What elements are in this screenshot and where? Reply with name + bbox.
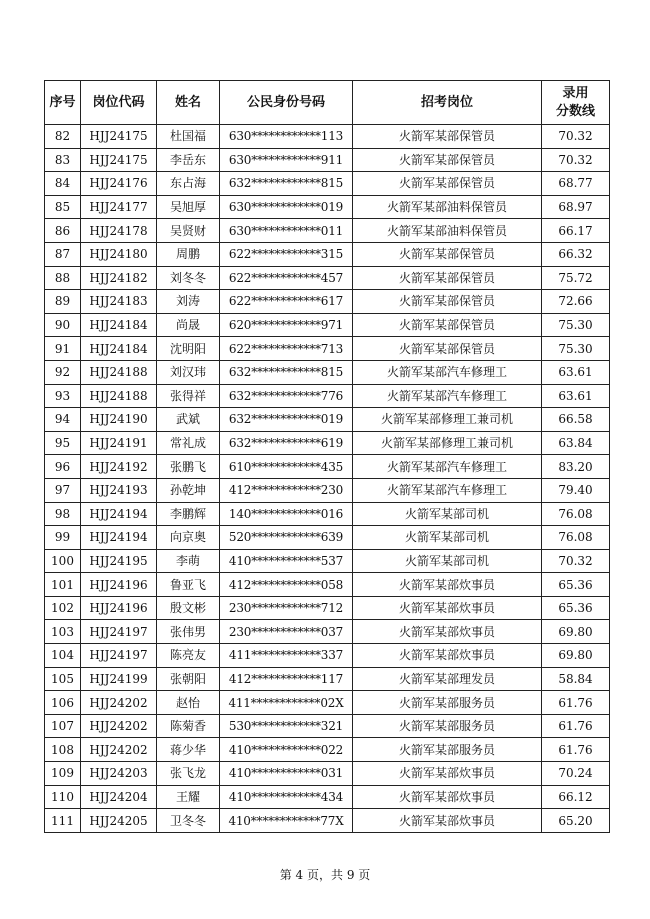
table-row xyxy=(45,714,610,738)
cell-id-number: 230************712 xyxy=(220,596,353,620)
table-row xyxy=(45,620,610,644)
cell-seq: 91 xyxy=(45,337,81,361)
cell-seq: 89 xyxy=(45,290,81,314)
cell-name: 沈明阳 xyxy=(157,337,220,361)
cell-post-code: HJJ24182 xyxy=(81,266,157,290)
cell-id-number: 610************435 xyxy=(220,455,353,479)
cell-id-number: 622************457 xyxy=(220,266,353,290)
cell-seq: 107 xyxy=(45,714,81,738)
cell-id-number: 410************022 xyxy=(220,738,353,762)
cell-post: 火箭军某部汽车修理工 xyxy=(353,478,542,502)
cell-post: 火箭军某部服务员 xyxy=(353,714,542,738)
cell-score: 76.08 xyxy=(542,526,610,550)
cell-score: 69.80 xyxy=(542,620,610,644)
cell-post-code: HJJ24178 xyxy=(81,219,157,243)
cell-seq: 99 xyxy=(45,526,81,550)
cell-id-number: 630************019 xyxy=(220,195,353,219)
cell-score: 75.72 xyxy=(542,266,610,290)
cell-id-number: 632************776 xyxy=(220,384,353,408)
cell-post-code: HJJ24192 xyxy=(81,455,157,479)
cell-name: 李萌 xyxy=(157,549,220,573)
cell-seq: 111 xyxy=(45,809,81,833)
cell-seq: 94 xyxy=(45,408,81,432)
cell-name: 周鹏 xyxy=(157,242,220,266)
cell-id-number: 630************911 xyxy=(220,148,353,172)
cell-id-number: 520************639 xyxy=(220,526,353,550)
cell-id-number: 410************77X xyxy=(220,809,353,833)
header-score xyxy=(542,81,610,125)
cell-name: 武斌 xyxy=(157,408,220,432)
cell-post-code: HJJ24195 xyxy=(81,549,157,573)
cell-post-code: HJJ24202 xyxy=(81,738,157,762)
cell-name: 刘冬冬 xyxy=(157,266,220,290)
cell-id-number: 140************016 xyxy=(220,502,353,526)
cell-post-code: HJJ24188 xyxy=(81,360,157,384)
table-row xyxy=(45,762,610,786)
cell-post-code: HJJ24194 xyxy=(81,502,157,526)
cell-name: 吴贤财 xyxy=(157,219,220,243)
cell-name: 孙乾坤 xyxy=(157,478,220,502)
cell-name: 杜国福 xyxy=(157,125,220,149)
table-row xyxy=(45,526,610,550)
cell-id-number: 630************113 xyxy=(220,125,353,149)
cell-score: 76.08 xyxy=(542,502,610,526)
cell-post: 火箭军某部保管员 xyxy=(353,242,542,266)
cell-seq: 102 xyxy=(45,596,81,620)
cell-score: 69.80 xyxy=(542,644,610,668)
cell-seq: 98 xyxy=(45,502,81,526)
cell-post: 火箭军某部保管员 xyxy=(353,337,542,361)
cell-seq: 97 xyxy=(45,478,81,502)
cell-post-code: HJJ24205 xyxy=(81,809,157,833)
cell-seq: 86 xyxy=(45,219,81,243)
cell-name: 陈菊香 xyxy=(157,714,220,738)
cell-score: 63.61 xyxy=(542,384,610,408)
table-row xyxy=(45,408,610,432)
cell-name: 张得祥 xyxy=(157,384,220,408)
score-table xyxy=(44,80,610,833)
cell-post: 火箭军某部理发员 xyxy=(353,667,542,691)
cell-score: 70.24 xyxy=(542,762,610,786)
header-score-line1: 录用 xyxy=(562,85,589,101)
cell-post: 火箭军某部司机 xyxy=(353,502,542,526)
cell-name: 张鹏飞 xyxy=(157,455,220,479)
cell-id-number: 412************058 xyxy=(220,573,353,597)
cell-name: 刘涛 xyxy=(157,290,220,314)
cell-id-number: 622************713 xyxy=(220,337,353,361)
cell-score: 75.30 xyxy=(542,337,610,361)
cell-post: 火箭军某部修理工兼司机 xyxy=(353,408,542,432)
cell-seq: 85 xyxy=(45,195,81,219)
cell-id-number: 530************321 xyxy=(220,714,353,738)
cell-id-number: 632************815 xyxy=(220,360,353,384)
cell-post: 火箭军某部保管员 xyxy=(353,290,542,314)
table-row xyxy=(45,125,610,149)
cell-name: 张飞龙 xyxy=(157,762,220,786)
table-row xyxy=(45,502,610,526)
cell-post-code: HJJ24191 xyxy=(81,431,157,455)
cell-name: 卫冬冬 xyxy=(157,809,220,833)
cell-post-code: HJJ24183 xyxy=(81,290,157,314)
cell-post-code: HJJ24199 xyxy=(81,667,157,691)
cell-name: 陈亮友 xyxy=(157,644,220,668)
header-score-line2: 分数线 xyxy=(555,103,595,119)
cell-post: 火箭军某部炊事员 xyxy=(353,762,542,786)
cell-name: 李鹏辉 xyxy=(157,502,220,526)
table-row xyxy=(45,337,610,361)
table-row xyxy=(45,549,610,573)
cell-post: 火箭军某部炊事员 xyxy=(353,785,542,809)
cell-score: 75.30 xyxy=(542,313,610,337)
cell-name: 常礼成 xyxy=(157,431,220,455)
cell-post: 火箭军某部保管员 xyxy=(353,266,542,290)
cell-post: 火箭军某部炊事员 xyxy=(353,596,542,620)
cell-id-number: 411************02X xyxy=(220,691,353,715)
table-row xyxy=(45,478,610,502)
cell-post: 火箭军某部司机 xyxy=(353,526,542,550)
cell-seq: 88 xyxy=(45,266,81,290)
table-row xyxy=(45,384,610,408)
cell-seq: 87 xyxy=(45,242,81,266)
cell-id-number: 230************037 xyxy=(220,620,353,644)
cell-post: 火箭军某部油料保管员 xyxy=(353,195,542,219)
table-header xyxy=(45,81,610,125)
cell-post-code: HJJ24202 xyxy=(81,714,157,738)
header-post: 招考岗位 xyxy=(353,81,542,125)
cell-post-code: HJJ24177 xyxy=(81,195,157,219)
table-row xyxy=(45,573,610,597)
cell-score: 65.36 xyxy=(542,573,610,597)
header-post-code: 岗位代码 xyxy=(81,81,157,125)
cell-post-code: HJJ24196 xyxy=(81,596,157,620)
cell-score: 61.76 xyxy=(542,691,610,715)
cell-seq: 96 xyxy=(45,455,81,479)
cell-score: 66.12 xyxy=(542,785,610,809)
cell-post-code: HJJ24190 xyxy=(81,408,157,432)
cell-post: 火箭军某部油料保管员 xyxy=(353,219,542,243)
cell-score: 63.84 xyxy=(542,431,610,455)
cell-post-code: HJJ24203 xyxy=(81,762,157,786)
cell-id-number: 410************537 xyxy=(220,549,353,573)
table-row xyxy=(45,242,610,266)
cell-post-code: HJJ24175 xyxy=(81,148,157,172)
cell-post: 火箭军某部服务员 xyxy=(353,738,542,762)
cell-seq: 84 xyxy=(45,172,81,196)
cell-post-code: HJJ24204 xyxy=(81,785,157,809)
cell-seq: 108 xyxy=(45,738,81,762)
cell-post: 火箭军某部服务员 xyxy=(353,691,542,715)
cell-seq: 101 xyxy=(45,573,81,597)
table-row xyxy=(45,596,610,620)
cell-id-number: 630************011 xyxy=(220,219,353,243)
cell-post-code: HJJ24194 xyxy=(81,526,157,550)
cell-name: 鲁亚飞 xyxy=(157,573,220,597)
cell-id-number: 632************815 xyxy=(220,172,353,196)
cell-score: 66.32 xyxy=(542,242,610,266)
cell-post-code: HJJ24188 xyxy=(81,384,157,408)
cell-score: 61.76 xyxy=(542,714,610,738)
cell-score: 79.40 xyxy=(542,478,610,502)
cell-seq: 82 xyxy=(45,125,81,149)
cell-post: 火箭军某部炊事员 xyxy=(353,809,542,833)
cell-seq: 103 xyxy=(45,620,81,644)
table-row xyxy=(45,738,610,762)
cell-name: 张朝阳 xyxy=(157,667,220,691)
cell-post-code: HJJ24180 xyxy=(81,242,157,266)
table-row xyxy=(45,809,610,833)
cell-name: 东占海 xyxy=(157,172,220,196)
cell-id-number: 410************434 xyxy=(220,785,353,809)
cell-post: 火箭军某部炊事员 xyxy=(353,573,542,597)
cell-score: 61.76 xyxy=(542,738,610,762)
table-row xyxy=(45,644,610,668)
cell-name: 李岳东 xyxy=(157,148,220,172)
cell-post: 火箭军某部保管员 xyxy=(353,172,542,196)
cell-score: 68.97 xyxy=(542,195,610,219)
cell-post: 火箭军某部炊事员 xyxy=(353,644,542,668)
table-row xyxy=(45,785,610,809)
cell-post: 火箭军某部司机 xyxy=(353,549,542,573)
cell-name: 赵怡 xyxy=(157,691,220,715)
cell-post: 火箭军某部修理工兼司机 xyxy=(353,431,542,455)
cell-post-code: HJJ24184 xyxy=(81,337,157,361)
cell-id-number: 412************117 xyxy=(220,667,353,691)
cell-id-number: 632************619 xyxy=(220,431,353,455)
cell-score: 72.66 xyxy=(542,290,610,314)
table-row xyxy=(45,172,610,196)
cell-score: 65.36 xyxy=(542,596,610,620)
header-name: 姓名 xyxy=(157,81,220,125)
cell-seq: 105 xyxy=(45,667,81,691)
cell-name: 殷文彬 xyxy=(157,596,220,620)
cell-name: 王耀 xyxy=(157,785,220,809)
cell-post: 火箭军某部汽车修理工 xyxy=(353,455,542,479)
cell-score: 70.32 xyxy=(542,549,610,573)
cell-name: 刘汉玮 xyxy=(157,360,220,384)
cell-score: 68.77 xyxy=(542,172,610,196)
cell-seq: 100 xyxy=(45,549,81,573)
cell-name: 蒋少华 xyxy=(157,738,220,762)
cell-post-code: HJJ24202 xyxy=(81,691,157,715)
cell-seq: 90 xyxy=(45,313,81,337)
cell-score: 66.17 xyxy=(542,219,610,243)
cell-post-code: HJJ24193 xyxy=(81,478,157,502)
cell-seq: 83 xyxy=(45,148,81,172)
cell-score: 63.61 xyxy=(542,360,610,384)
header-seq: 序号 xyxy=(45,81,81,125)
cell-seq: 104 xyxy=(45,644,81,668)
cell-score: 70.32 xyxy=(542,148,610,172)
cell-seq: 93 xyxy=(45,384,81,408)
cell-post-code: HJJ24175 xyxy=(81,125,157,149)
table-row xyxy=(45,290,610,314)
table-row xyxy=(45,195,610,219)
cell-id-number: 622************315 xyxy=(220,242,353,266)
cell-post: 火箭军某部汽车修理工 xyxy=(353,360,542,384)
cell-seq: 95 xyxy=(45,431,81,455)
cell-post-code: HJJ24197 xyxy=(81,620,157,644)
cell-score: 65.20 xyxy=(542,809,610,833)
table-row xyxy=(45,266,610,290)
table-body xyxy=(45,125,610,833)
cell-id-number: 410************031 xyxy=(220,762,353,786)
cell-seq: 106 xyxy=(45,691,81,715)
cell-id-number: 632************019 xyxy=(220,408,353,432)
page-footer: 第 4 页，共 9 页 xyxy=(279,868,371,882)
cell-post: 火箭军某部保管员 xyxy=(353,125,542,149)
header-id-number: 公民身份号码 xyxy=(220,81,353,125)
table-row xyxy=(45,691,610,715)
cell-name: 尚晟 xyxy=(157,313,220,337)
cell-post: 火箭军某部炊事员 xyxy=(353,620,542,644)
cell-post-code: HJJ24176 xyxy=(81,172,157,196)
table-row xyxy=(45,667,610,691)
table-row xyxy=(45,455,610,479)
cell-id-number: 412************230 xyxy=(220,478,353,502)
cell-name: 张伟男 xyxy=(157,620,220,644)
table-row xyxy=(45,219,610,243)
cell-seq: 92 xyxy=(45,360,81,384)
table-row xyxy=(45,360,610,384)
cell-name: 吴旭厚 xyxy=(157,195,220,219)
cell-id-number: 622************617 xyxy=(220,290,353,314)
table-row xyxy=(45,431,610,455)
cell-id-number: 411************337 xyxy=(220,644,353,668)
cell-post-code: HJJ24197 xyxy=(81,644,157,668)
cell-seq: 110 xyxy=(45,785,81,809)
cell-post-code: HJJ24184 xyxy=(81,313,157,337)
cell-score: 58.84 xyxy=(542,667,610,691)
table-row xyxy=(45,148,610,172)
cell-post: 火箭军某部保管员 xyxy=(353,313,542,337)
cell-post: 火箭军某部汽车修理工 xyxy=(353,384,542,408)
cell-name: 向京奥 xyxy=(157,526,220,550)
cell-post-code: HJJ24196 xyxy=(81,573,157,597)
cell-id-number: 620************971 xyxy=(220,313,353,337)
cell-score: 83.20 xyxy=(542,455,610,479)
cell-post: 火箭军某部保管员 xyxy=(353,148,542,172)
cell-score: 70.32 xyxy=(542,125,610,149)
table-row xyxy=(45,313,610,337)
cell-seq: 109 xyxy=(45,762,81,786)
cell-score: 66.58 xyxy=(542,408,610,432)
